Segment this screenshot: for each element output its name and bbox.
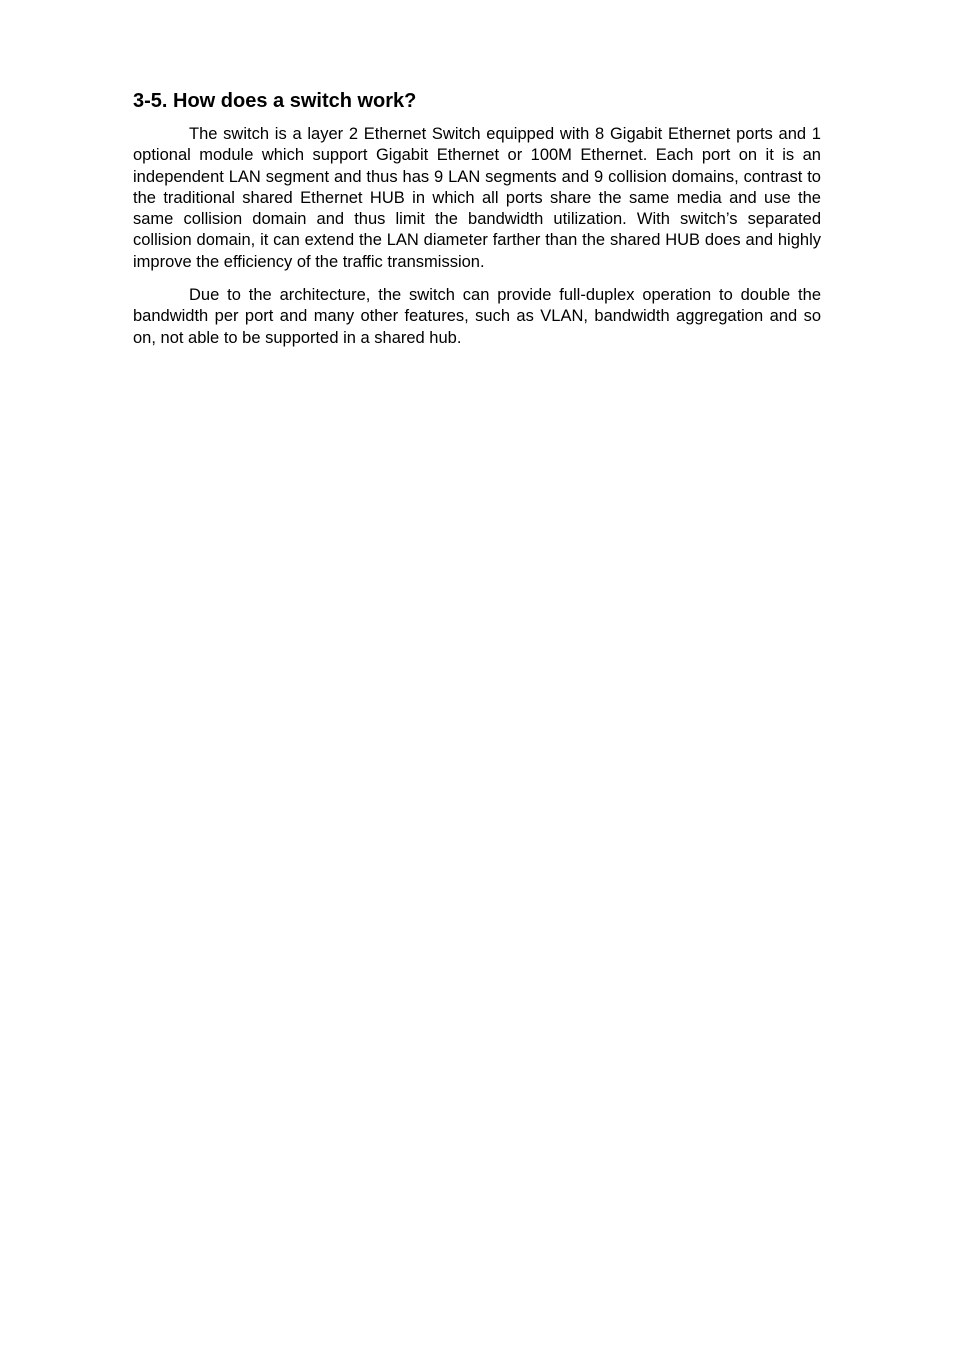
body-paragraph-2: Due to the architecture, the switch can provide full-duplex operation to double the bandwidth per port and many other features, such as VLAN, bandwidth aggregation and so on, not able to be supported in a shared hub. bbox=[133, 286, 821, 347]
document-page bbox=[133, 88, 821, 361]
body-paragraph-1: The switch is a layer 2 Ethernet Switch equipped with 8 Gigabit Ethernet ports and 1 optional module which support Gigabit Ethernet or 100M Ethernet. Each port on it is an independent LAN segment and thus has 9 LAN segments and 9 collision domains, contrast to the traditional shared Ethernet HUB in which all ports share the same media and use the same collision domain and thus limit the bandwidth utilization. With switch’s separated collision domain, it can extend the LAN diameter farther than the shared HUB does and highly improve the efficiency of the traffic transmission. bbox=[133, 125, 821, 271]
section-heading: 3-5. How does a switch work? bbox=[133, 90, 417, 112]
